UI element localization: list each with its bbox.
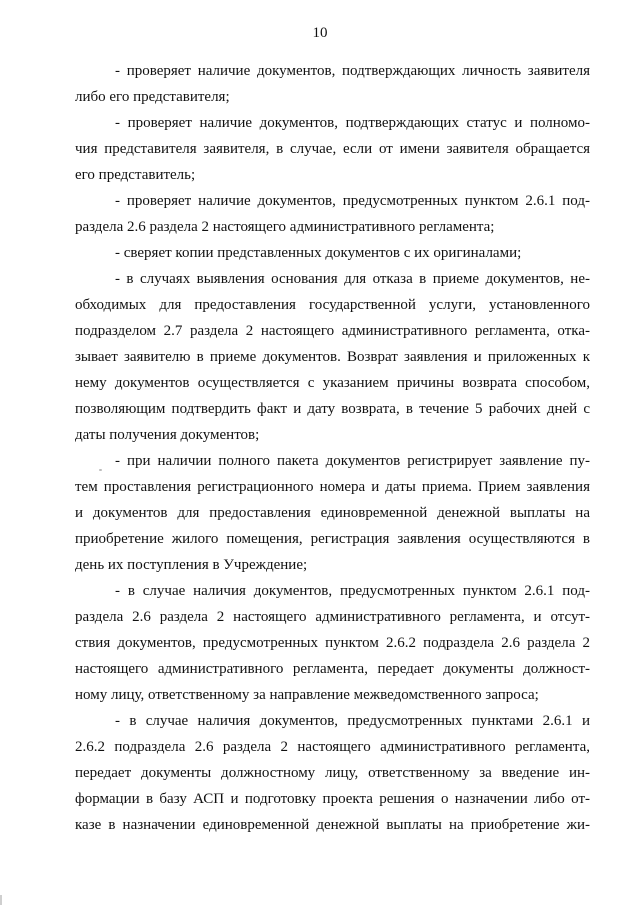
text-line-24: настоящего административного регламента, передает документы должност- — [75, 661, 590, 677]
text-line-6: - проверяет наличие документов, предусмотренных пунктом 2.6.1 под- — [115, 193, 590, 209]
text-line-3: - проверяет наличие документов, подтверждающих статус и полномо- — [115, 115, 590, 131]
document-body — [75, 58, 590, 838]
text-line-4: чия представителя заявителя, в случае, если от имени заявителя обращается — [75, 141, 590, 157]
text-line-13: нему документов осуществляется с указанием причины возврата способом, — [75, 375, 590, 391]
text-line-5: его представитель; — [75, 167, 196, 183]
text-line-2: либо его представителя; — [75, 89, 230, 105]
text-line-10: обходимых для предоставления государственной услуги, установленного — [75, 297, 590, 313]
text-line-19: приобретение жилого помещения, регистрация заявления осуществляются в — [75, 531, 590, 547]
text-line-26: - в случае наличия документов, предусмотренных пунктами 2.6.1 и — [115, 713, 590, 729]
text-line-16: - при наличии полного пакета документов регистрирует заявление пу- — [115, 453, 590, 469]
text-line-29: формации в базу АСП и подготовку проекта решения о назначении либо от- — [75, 791, 590, 807]
text-line-22: раздела 2.6 раздела 2 настоящего административного регламента, и отсут- — [75, 609, 590, 625]
page-number: 10 — [312, 25, 328, 41]
text-line-25: ному лицу, ответственному за направление межведомственного запроса; — [75, 687, 539, 703]
text-line-27: 2.6.2 подраздела 2.6 раздела 2 настоящего административного регламента, — [75, 739, 590, 755]
text-line-9: - в случаях выявления основания для отказа в приеме документов, не- — [115, 271, 590, 287]
text-line-7: раздела 2.6 раздела 2 настоящего административного регламента; — [75, 219, 495, 235]
text-line-20: день их поступления в Учреждение; — [75, 557, 308, 573]
text-line-15: даты получения документов; — [75, 427, 260, 443]
text-line-8: - сверяет копии представленных документов с их оригиналами; — [115, 245, 522, 261]
text-line-12: зывает заявителю в приеме документов. Возврат заявления и приложенных к — [75, 349, 590, 365]
text-line-18: и документов для предоставления единовременной денежной выплаты на — [75, 505, 590, 521]
text-line-23: ствия документов, предусмотренных пунктом 2.6.2 подраздела 2.6 раздела 2 — [75, 635, 590, 651]
text-line-14: позволяющим подтвердить факт и дату возврата, в течение 5 рабочих дней с — [75, 401, 590, 417]
text-line-11: подразделом 2.7 раздела 2 настоящего административного регламента, отка- — [75, 323, 590, 339]
text-line-21: - в случае наличия документов, предусмотренных пунктом 2.6.1 под- — [115, 583, 590, 599]
text-line-1: - проверяет наличие документов, подтверждающих личность заявителя — [115, 63, 590, 79]
text-line-17: тем проставления регистрационного номера и даты приема. Прием заявления — [75, 479, 590, 495]
scan-edge-mark — [0, 895, 2, 905]
text-line-28: передает документы должностному лицу, ответственному за введение ин- — [75, 765, 590, 781]
text-line-30: казе в назначении единовременной денежной выплаты на приобретение жи- — [75, 817, 590, 833]
scan-speck — [99, 469, 102, 471]
